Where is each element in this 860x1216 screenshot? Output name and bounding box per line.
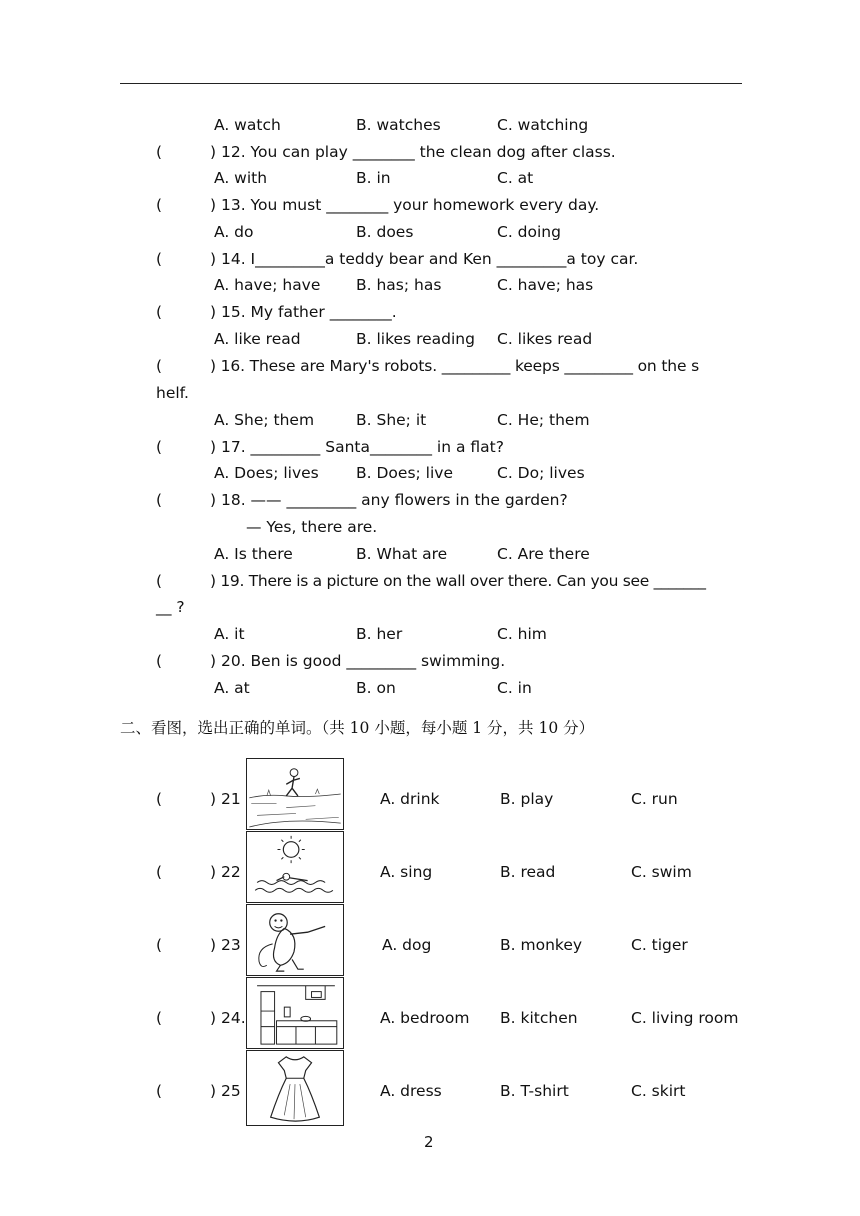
header-rule xyxy=(120,83,742,84)
answer-paren[interactable]: ( xyxy=(156,438,163,456)
q17-option-b: B. Does; live xyxy=(356,464,453,482)
running-boy-picture xyxy=(246,758,344,830)
q16-stem-cont: helf. xyxy=(156,384,189,402)
pic-q21-option-c: C. run xyxy=(631,790,678,808)
dress-picture xyxy=(246,1050,344,1126)
q19-stem: ) 19. There is a picture on the wall over there. Can you see _______ xyxy=(210,572,706,590)
q17-stem: ) 17. _________ Santa________ in a flat? xyxy=(210,438,504,456)
q13-option-c: C. doing xyxy=(497,223,561,241)
q19-option-b: B. her xyxy=(356,625,403,643)
q18-option-b: B. What are xyxy=(356,545,448,563)
q14-option-b: B. has; has xyxy=(356,276,442,294)
q18-option-c: C. Are there xyxy=(497,545,590,563)
q18-response: — Yes, there are. xyxy=(246,518,378,536)
q11-option-a: A. watch xyxy=(214,116,281,134)
q18-option-a: A. Is there xyxy=(214,545,293,563)
pic-q23-option-b: B. monkey xyxy=(500,936,583,954)
pic-q24-option-b: B. kitchen xyxy=(500,1009,578,1027)
q13-option-a: A. do xyxy=(214,223,254,241)
answer-paren[interactable]: ( xyxy=(156,652,163,670)
pic-q23-option-c: C. tiger xyxy=(631,936,688,954)
q16-stem: ) 16. These are Mary's robots. _________ keeps _________ on the s xyxy=(210,357,700,375)
q13-option-b: B. does xyxy=(356,223,414,241)
pic-q21-option-b: B. play xyxy=(500,790,554,808)
pic-q22-option-b: B. read xyxy=(500,863,556,881)
q17-option-a: A. Does; lives xyxy=(214,464,319,482)
q14-stem: ) 14. I_________a teddy bear and Ken _________a toy car. xyxy=(210,250,639,268)
section-title: 二、看图，选出正确的单词。（共 10 小题，每小题 1 分，共 10 分） xyxy=(120,719,595,737)
q16-option-b: B. She; it xyxy=(356,411,427,429)
pic-q24-option-c: C. living room xyxy=(631,1009,739,1027)
pic-q25-option-c: C. skirt xyxy=(631,1082,686,1100)
pic-q25-option-a: A. dress xyxy=(380,1082,442,1100)
monkey-picture xyxy=(246,904,344,976)
q12-stem: ) 12. You can play ________ the clean dog after class. xyxy=(210,143,616,161)
q20-stem: ) 20. Ben is good _________ swimming. xyxy=(210,652,506,670)
answer-paren[interactable]: ( xyxy=(156,303,163,321)
q11-option-b: B. watches xyxy=(356,116,441,134)
q14-option-a: A. have; have xyxy=(214,276,321,294)
q15-option-a: A. like read xyxy=(214,330,301,348)
pic-q25-option-b: B. T-shirt xyxy=(500,1082,569,1100)
q12-option-b: B. in xyxy=(356,169,391,187)
pic-q22-option-a: A. sing xyxy=(380,863,433,881)
q13-stem: ) 13. You must ________ your homework every day. xyxy=(210,196,600,214)
page-number: 2 xyxy=(424,1133,434,1151)
q20-option-c: C. in xyxy=(497,679,532,697)
pic-q22-number: ) 22 xyxy=(210,863,241,881)
answer-paren[interactable]: ( xyxy=(156,357,163,375)
q19-stem-cont: __ ? xyxy=(156,598,185,616)
pic-q22-option-c: C. swim xyxy=(631,863,692,881)
q19-option-c: C. him xyxy=(497,625,547,643)
answer-paren[interactable]: ( xyxy=(156,790,163,808)
q12-option-c: C. at xyxy=(497,169,534,187)
q16-option-a: A. She; them xyxy=(214,411,315,429)
q20-option-a: A. at xyxy=(214,679,250,697)
answer-paren[interactable]: ( xyxy=(156,572,163,590)
q15-option-c: C. likes read xyxy=(497,330,593,348)
q17-option-c: C. Do; lives xyxy=(497,464,585,482)
q11-option-c: C. watching xyxy=(497,116,589,134)
q18-stem: ) 18. —— _________ any flowers in the garden? xyxy=(210,491,568,509)
answer-paren[interactable]: ( xyxy=(156,143,163,161)
pic-q23-option-a: A. dog xyxy=(382,936,432,954)
pic-q21-option-a: A. drink xyxy=(380,790,440,808)
q15-option-b: B. likes reading xyxy=(356,330,475,348)
answer-paren[interactable]: ( xyxy=(156,491,163,509)
answer-paren[interactable]: ( xyxy=(156,1009,163,1027)
pic-q24-number: ) 24. xyxy=(210,1009,246,1027)
q15-stem: ) 15. My father ________. xyxy=(210,303,397,321)
q12-option-a: A. with xyxy=(214,169,268,187)
answer-paren[interactable]: ( xyxy=(156,1082,163,1100)
pic-q25-number: ) 25 xyxy=(210,1082,241,1100)
answer-paren[interactable]: ( xyxy=(156,936,163,954)
pic-q24-option-a: A. bedroom xyxy=(380,1009,470,1027)
swimming-picture xyxy=(246,831,344,903)
q20-option-b: B. on xyxy=(356,679,396,697)
pic-q21-number: ) 21 xyxy=(210,790,241,808)
q19-option-a: A. it xyxy=(214,625,245,643)
q16-option-c: C. He; them xyxy=(497,411,590,429)
answer-paren[interactable]: ( xyxy=(156,863,163,881)
kitchen-picture xyxy=(246,977,344,1049)
answer-paren[interactable]: ( xyxy=(156,250,163,268)
answer-paren[interactable]: ( xyxy=(156,196,163,214)
pic-q23-number: ) 23 xyxy=(210,936,241,954)
q14-option-c: C. have; has xyxy=(497,276,594,294)
